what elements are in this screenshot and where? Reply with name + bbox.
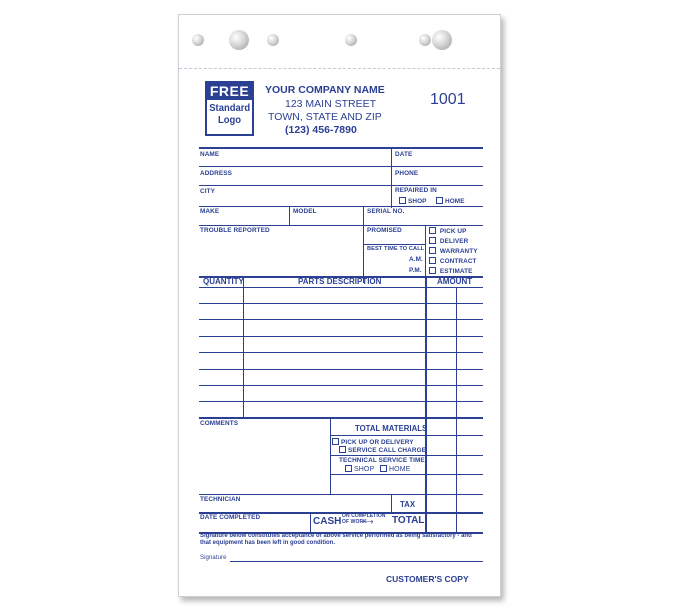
checkbox-icon xyxy=(429,237,436,244)
date-field-label: DATE xyxy=(395,151,413,158)
best-time-label: BEST TIME TO CALL xyxy=(367,246,425,252)
repaired-in-label: REPAIRED IN xyxy=(395,187,437,194)
option-contract-checkbox[interactable] xyxy=(429,257,477,265)
option-label: ESTIMATE xyxy=(439,268,473,275)
model-field-label: MODEL xyxy=(293,208,317,215)
pm-time-field[interactable] xyxy=(365,266,407,276)
divider xyxy=(330,455,483,456)
punch-hole xyxy=(419,34,431,46)
serial-field-label: SERIAL NO. xyxy=(367,208,405,215)
tech-service-time-label: TECHNICAL SERVICE TIME xyxy=(339,457,425,464)
comments-label: COMMENTS xyxy=(200,420,239,427)
perforation-line xyxy=(179,68,500,69)
tech-home-checkbox[interactable] xyxy=(380,465,410,473)
punch-hole xyxy=(345,34,357,46)
promised-label: PROMISED xyxy=(367,227,402,234)
checkbox-icon xyxy=(429,247,436,254)
am-time-field[interactable] xyxy=(365,255,407,265)
technician-field[interactable] xyxy=(199,495,389,511)
make-field[interactable] xyxy=(199,207,287,224)
signature-line xyxy=(230,561,483,562)
checkbox-icon xyxy=(345,465,352,472)
checkbox-icon xyxy=(436,197,443,204)
checkbox-icon xyxy=(332,438,339,445)
pm-label: P.M. xyxy=(409,267,422,274)
address-field[interactable] xyxy=(199,167,389,184)
on-completion-label: ON COMPLETION xyxy=(342,513,386,519)
tech-shop-label: SHOP xyxy=(354,466,375,473)
of-work-label: OF WORK xyxy=(342,519,367,525)
pickup-delivery-label: PICK UP OR DELIVERY xyxy=(341,439,414,446)
signature-label: Signature xyxy=(200,555,227,561)
company-logo xyxy=(205,81,254,136)
service-call-label: SERVICE CALL CHARGE xyxy=(348,447,427,454)
divider xyxy=(330,418,331,494)
comments-field[interactable] xyxy=(199,419,327,494)
phone-field-label: PHONE xyxy=(395,170,419,177)
divider xyxy=(310,513,311,533)
service-call-checkbox[interactable] xyxy=(339,446,426,454)
divider xyxy=(391,148,392,208)
tech-home-label: HOME xyxy=(389,466,411,473)
divider xyxy=(364,244,425,245)
option-label: PICK UP xyxy=(439,228,467,235)
checkbox-icon xyxy=(429,257,436,264)
punch-hole xyxy=(432,30,452,50)
repaired-shop-checkbox[interactable] xyxy=(399,197,427,205)
model-field[interactable] xyxy=(291,207,361,224)
tech-shop-checkbox[interactable] xyxy=(345,465,374,473)
checkbox-icon xyxy=(399,197,406,204)
company-city: TOWN, STATE AND ZIP xyxy=(268,111,382,123)
divider xyxy=(391,494,392,512)
divider xyxy=(425,225,426,283)
repaired-home-label: HOME xyxy=(445,198,465,205)
company-name: YOUR COMPANY NAME xyxy=(265,84,385,96)
serial-field[interactable] xyxy=(365,207,483,224)
amount-header: AMOUNT xyxy=(437,277,473,286)
total-label: TOTAL xyxy=(392,515,425,526)
cash-label: CASH xyxy=(313,516,342,527)
punch-hole xyxy=(229,30,249,50)
arrow-right-icon: ⟶ xyxy=(362,517,374,526)
date-field[interactable] xyxy=(393,149,483,165)
divider xyxy=(330,435,483,436)
total-materials-label: TOTAL MATERIALS xyxy=(355,424,428,433)
option-pickup-checkbox[interactable] xyxy=(429,227,467,235)
date-completed-field[interactable] xyxy=(199,513,309,531)
company-street: 123 MAIN STREET xyxy=(285,98,377,110)
phone-field[interactable] xyxy=(393,167,483,184)
option-label: DELIVER xyxy=(439,238,469,245)
checkbox-icon xyxy=(429,267,436,274)
tax-label: TAX xyxy=(400,500,416,509)
signature-field[interactable] xyxy=(230,551,483,561)
form-number: 1001 xyxy=(430,91,466,108)
name-field-label: NAME xyxy=(200,151,220,158)
logo-line-2: Logo xyxy=(217,114,242,126)
technician-label: TECHNICIAN xyxy=(200,496,241,503)
date-completed-label: DATE COMPLETED xyxy=(200,514,261,521)
repaired-home-checkbox[interactable] xyxy=(436,197,465,205)
checkbox-icon xyxy=(380,465,387,472)
option-estimate-checkbox[interactable] xyxy=(429,267,473,275)
option-warranty-checkbox[interactable] xyxy=(429,247,478,255)
parts-description-header: PARTS DESCRIPTION xyxy=(298,277,382,286)
trouble-reported-field[interactable] xyxy=(199,226,361,282)
punch-hole xyxy=(267,34,279,46)
checkbox-icon xyxy=(339,446,346,453)
option-label: CONTRACT xyxy=(439,258,477,265)
logo-free-text: FREE xyxy=(207,83,252,100)
acceptance-disclaimer: Signature below constitutes acceptance of above service performed as being satisfactory - and that equipment has been left in good condition. xyxy=(200,533,472,546)
option-label: WARRANTY xyxy=(439,248,478,255)
name-field[interactable] xyxy=(199,149,389,165)
service-order-form xyxy=(178,14,501,597)
quantity-header: QUANTITY xyxy=(203,277,244,286)
make-field-label: MAKE xyxy=(200,208,220,215)
address-field-label: ADDRESS xyxy=(200,170,232,177)
punch-hole xyxy=(192,34,204,46)
pickup-delivery-checkbox[interactable] xyxy=(332,438,414,446)
promised-field[interactable] xyxy=(365,226,423,243)
divider xyxy=(330,474,483,475)
city-field-label: CITY xyxy=(200,188,215,195)
customers-copy-label: CUSTOMER'S COPY xyxy=(386,574,469,584)
repaired-shop-label: SHOP xyxy=(408,198,427,205)
option-deliver-checkbox[interactable] xyxy=(429,237,468,245)
parts-table-body[interactable] xyxy=(199,288,483,416)
checkbox-icon xyxy=(429,227,436,234)
logo-line-1: Standard xyxy=(209,102,251,114)
company-phone: (123) 456-7890 xyxy=(285,124,357,136)
city-field[interactable] xyxy=(199,186,389,205)
trouble-reported-label: TROUBLE REPORTED xyxy=(200,227,270,234)
divider xyxy=(289,206,290,225)
total-amount-field[interactable] xyxy=(427,513,483,532)
am-label: A.M. xyxy=(409,256,423,263)
